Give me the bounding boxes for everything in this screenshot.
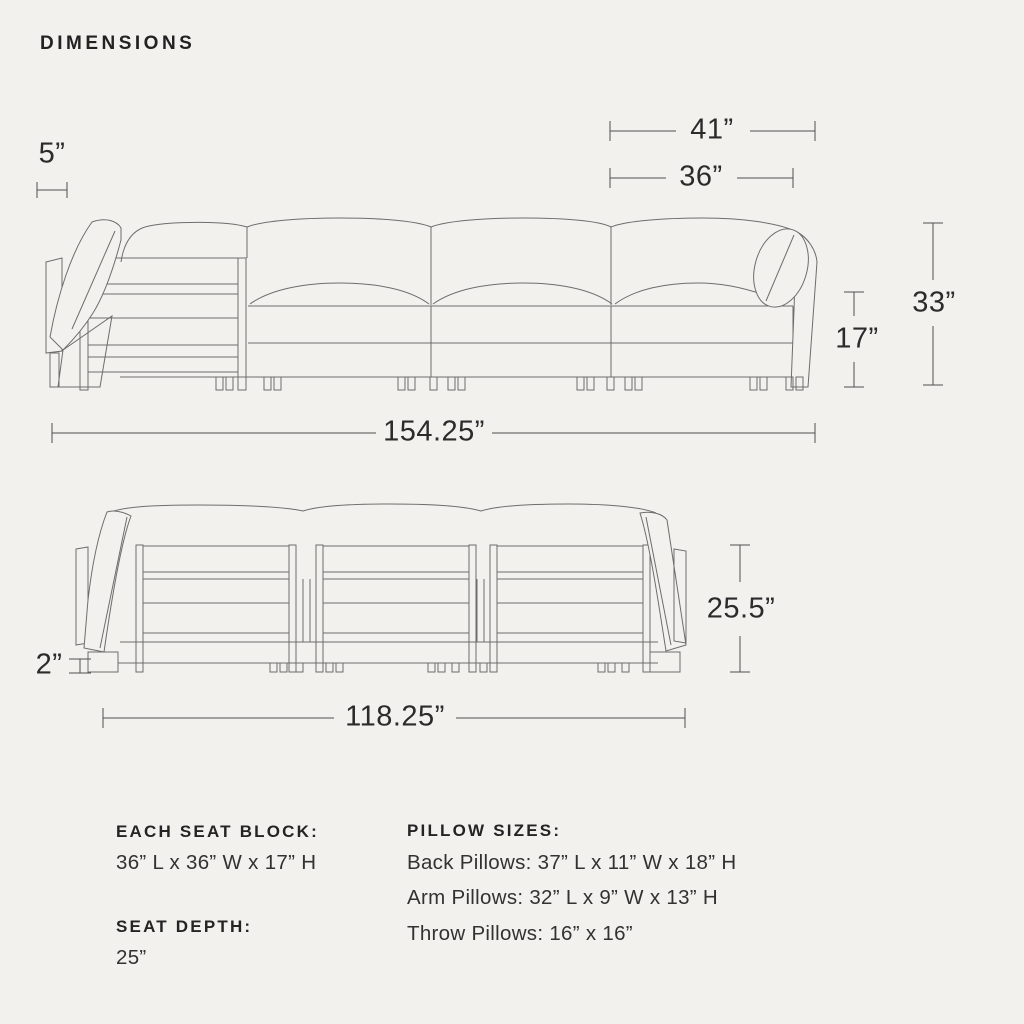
arm-pillows-value: Arm Pillows: 32” L x 9” W x 13” H <box>407 886 719 909</box>
back-pillows-value: Back Pillows: 37” L x 11” W x 18” H <box>407 851 737 874</box>
seat-block-value: 36” L x 36” W x 17” H <box>116 851 317 874</box>
pillow-sizes-heading: PILLOW SIZES: <box>407 821 562 840</box>
back-view-drawing <box>76 504 686 672</box>
back-overall-width-label: 118.25” <box>345 700 445 733</box>
front-seat-height-label: 17” <box>835 322 879 355</box>
front-arm-width-label: 5” <box>38 137 66 170</box>
front-overall-height-label: 33” <box>912 286 956 319</box>
front-overall-width-label: 154.25” <box>383 415 485 448</box>
front-seat-back-width-label: 41” <box>690 113 734 146</box>
back-leg-height-label: 2” <box>35 648 63 681</box>
seat-depth-heading: SEAT DEPTH: <box>116 917 253 936</box>
seat-depth-value: 25” <box>116 946 147 969</box>
throw-pillows-value: Throw Pillows: 16” x 16” <box>407 922 633 945</box>
seat-block-heading: EACH SEAT BLOCK: <box>116 822 319 841</box>
front-seat-width-label: 36” <box>679 160 723 193</box>
page-title: DIMENSIONS <box>40 33 196 54</box>
back-height-label: 25.5” <box>706 592 776 625</box>
front-view-drawing <box>46 218 817 390</box>
